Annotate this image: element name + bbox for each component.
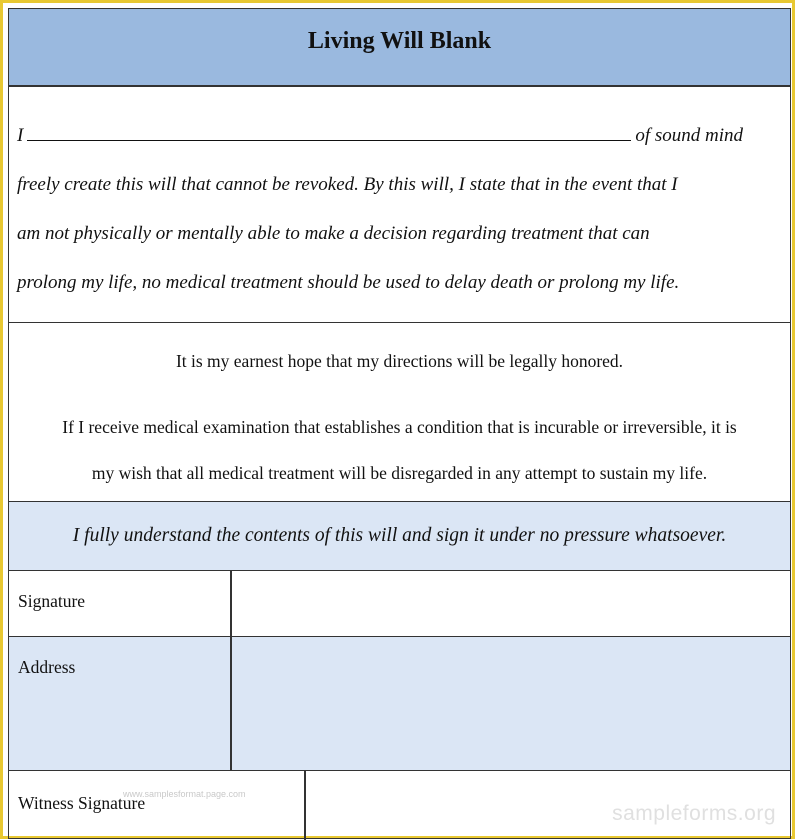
declaration-suffix: of sound mind (635, 125, 744, 146)
acknowledgement-section (9, 502, 790, 571)
signature-row (9, 571, 790, 637)
wish-statement: my wish that all medical treatment will be disregarded in any attempt to sustain my life. (91, 463, 708, 483)
address-field[interactable] (232, 637, 790, 770)
witness-signature-label: Witness Signature (9, 771, 306, 840)
declaration-line: prolong my life, no medical treatment should be used to delay death or prolong my life. (17, 272, 680, 293)
title-bar (9, 9, 790, 87)
name-line (17, 125, 762, 147)
declaration-line: freely create this will that cannot be revoked. By this will, I state that in the event that I (17, 174, 678, 195)
directions-section (9, 323, 790, 502)
acknowledgement-text: I fully understand the contents of this will and sign it under no pressure whatsoever. (72, 525, 727, 546)
page-title: Living Will Blank (307, 27, 492, 54)
declaration-prefix: I (17, 125, 24, 146)
signature-field[interactable] (232, 571, 790, 636)
watermark-small: www.samplesformat.page.com (123, 789, 246, 799)
form-table (8, 8, 791, 839)
declaration-section (9, 87, 790, 323)
watermark-large: sampleforms.org (612, 802, 776, 825)
hope-statement: It is my earnest hope that my directions will be legally honored. (175, 351, 624, 371)
address-row (9, 637, 790, 771)
signature-label: Signature (9, 571, 232, 636)
address-label: Address (9, 637, 232, 770)
wish-statement: If I receive medical examination that establishes a condition that is incurable or irreversible, it is (62, 417, 737, 437)
name-blank[interactable] (27, 126, 631, 141)
declaration-line: am not physically or mentally able to make a decision regarding treatment that can (17, 223, 650, 244)
